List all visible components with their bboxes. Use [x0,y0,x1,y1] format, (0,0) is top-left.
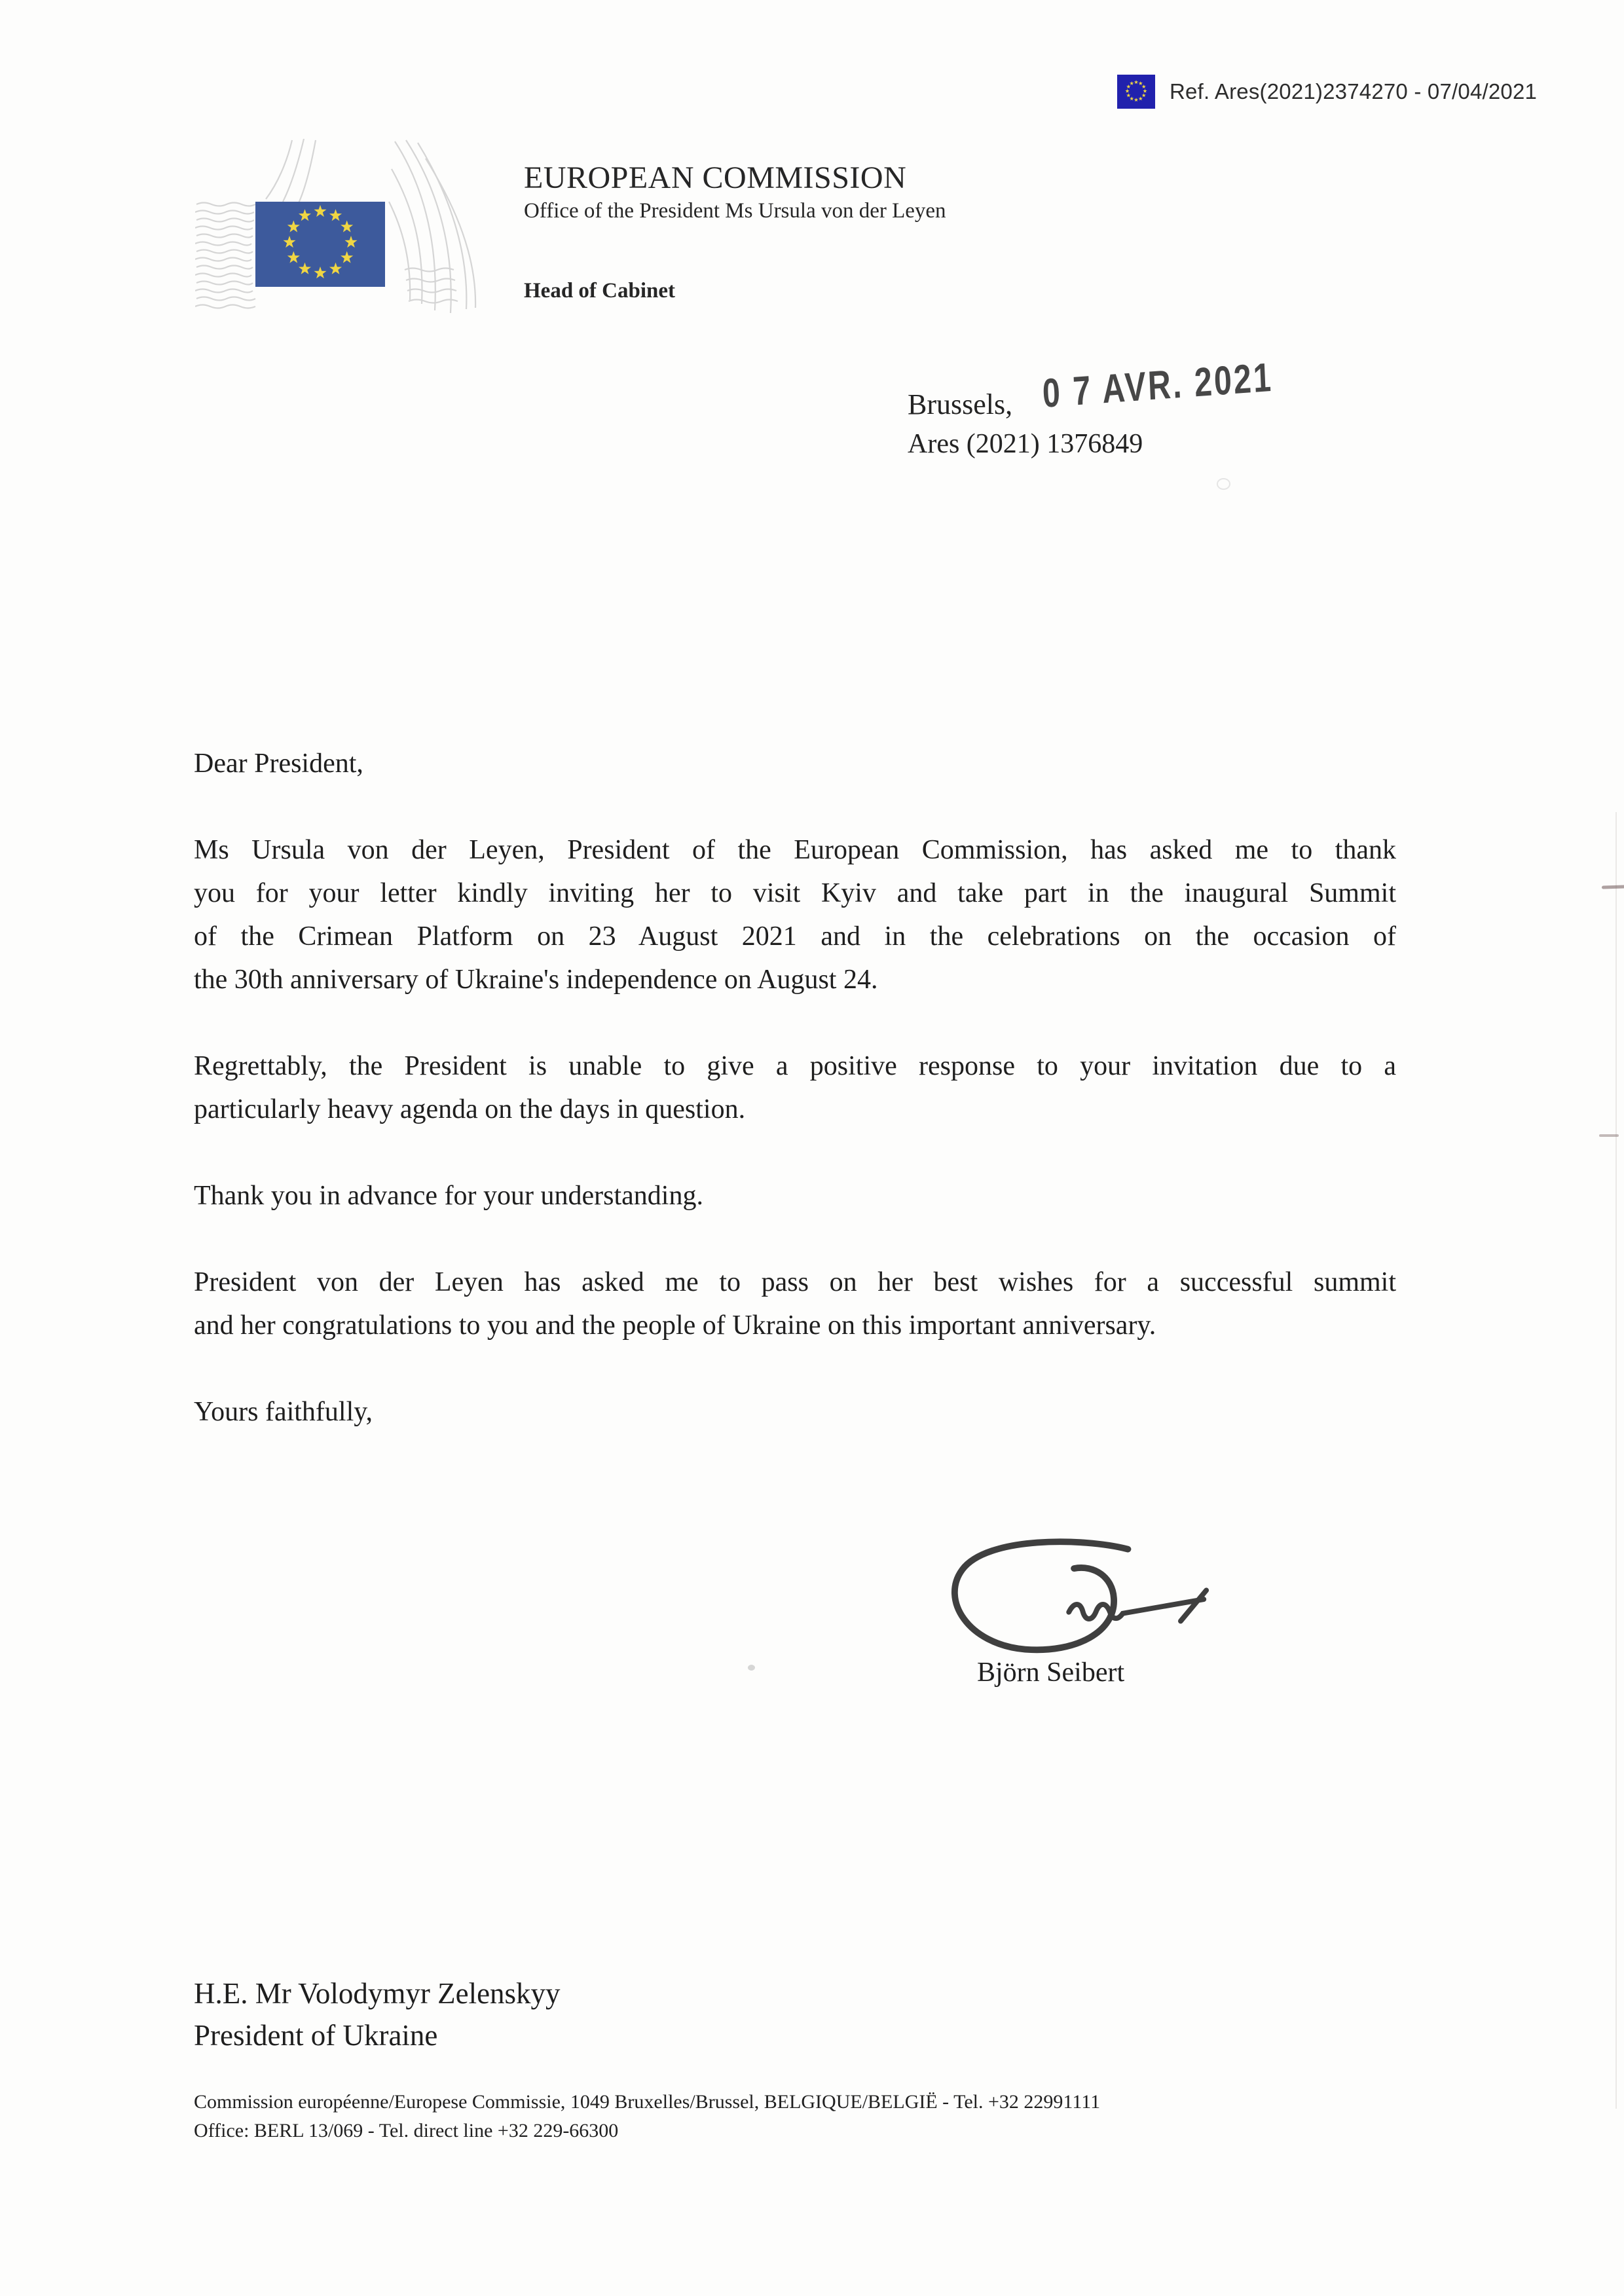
handwritten-signature [929,1535,1225,1670]
date-stamp: 0 7 AVR. 2021 [1041,354,1274,417]
scan-artifact [1599,1134,1619,1137]
paragraph-line: Thank you in advance for your understanding. [194,1181,703,1211]
institution-name: EUROPEAN COMMISSION [524,160,907,195]
closing: Yours faithfully, [194,1397,373,1427]
ares-ref-banner [1117,75,1537,109]
scan-artifact [1615,812,1617,2109]
recipient-title: President of Ukraine [194,2019,438,2052]
paragraph-line: particularly heavy agenda on the days in question. [194,1094,746,1124]
recipient-block [194,1972,561,2056]
place-label: Brussels, [908,388,1013,420]
office-line: Office of the President Ms Ursula von der Leyen [524,199,946,223]
paragraph-line: and her congratulations to you and the people of Ukraine on this important anniversary. [194,1310,1156,1341]
footer-office: Office: BERL 13/069 - Tel. direct line +32 229-66300 [194,2120,619,2141]
eu-flag-icon [255,202,385,287]
eu-flag-small-icon [1117,75,1155,109]
department-line: Head of Cabinet [524,279,675,303]
letter-body [194,742,1396,1434]
paragraph-line: of the Crimean Platform on 23 August 2021 and in the celebrations on the occasion of [194,921,1396,952]
scan-artifact [748,1665,755,1671]
ares-number: Ares (2021) 1376849 [908,429,1143,459]
footer-block [194,2088,1100,2145]
european-commission-logo [195,139,503,319]
paragraph-line: Ms Ursula von der Leyen, President of the European Commission, has asked me to thank [194,835,1396,865]
scan-artifact [1602,885,1624,889]
footer-address: Commission européenne/Europese Commissie, 1049 Bruxelles/Brussel, BELGIQUE/BELGIË - Tel. +32 22991111 [194,2091,1101,2113]
salutation: Dear President, [194,749,363,779]
paragraph-line: the 30th anniversary of Ukraine's independence on August 24. [194,965,878,995]
scan-artifact [1217,478,1230,490]
recipient-name: H.E. Mr Volodymyr Zelenskyy [194,1977,561,2010]
ares-ref-text: Ref. Ares(2021)2374270 - 07/04/2021 [1170,79,1538,103]
paragraph-line: Regrettably, the President is unable to give a positive response to your invitation due to a [194,1051,1396,1081]
signatory-name: Björn Seibert [977,1657,1125,1688]
paragraph-line: you for your letter kindly inviting her to visit Kyiv and take part in the inaugural Summit [194,878,1396,908]
paragraph-line: President von der Leyen has asked me to pass on her best wishes for a successful summit [194,1267,1396,1297]
